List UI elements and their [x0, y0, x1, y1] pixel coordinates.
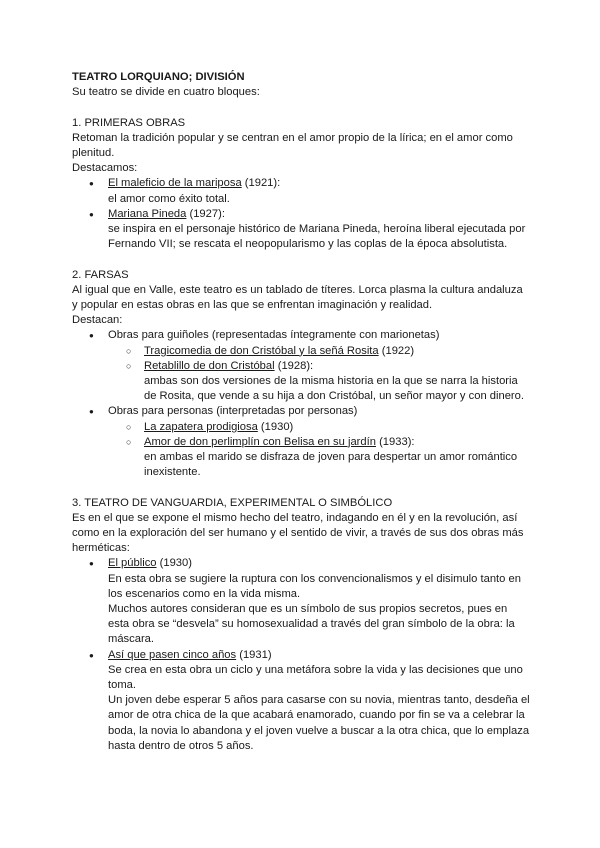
- work-description: el amor como éxito total.: [108, 192, 230, 205]
- work-paragraph: En esta obra se sugiere la ruptura con los convencionalismos y el disimulo tanto en los escenarios como en la vida misma.: [108, 572, 521, 600]
- work-description: se inspira en el personaje histórico de Mariana Pineda, heroína liberal ejecutada por Fernando VII; se rescata el neopopularismo y las coplas de la época absolutista.: [108, 223, 526, 251]
- work-year: (1927):: [186, 207, 225, 220]
- group-label: Obras para personas (interpretadas por personas): [108, 405, 358, 418]
- work-title: El público: [108, 557, 157, 570]
- list-item: [72, 207, 530, 253]
- section-2-destacan: Destacan:: [72, 314, 123, 327]
- section-1-destacamos: Destacamos:: [72, 162, 138, 175]
- group-label: Obras para guiñoles (representadas íntegramente con marionetas): [108, 329, 440, 342]
- section-2-heading: 2. FARSAS: [72, 268, 129, 281]
- section-1-list: [72, 176, 530, 252]
- work-title: El maleficio de la mariposa: [108, 177, 242, 190]
- document-title: TEATRO LORQUIANO; DIVISIÓN: [72, 71, 245, 83]
- list-item: [72, 648, 530, 754]
- work-year: (1933):: [375, 435, 415, 448]
- section-3-list: [72, 556, 530, 754]
- sub-list-item: [108, 344, 530, 359]
- sub-list: [108, 420, 530, 481]
- list-item: [72, 176, 530, 206]
- work-title: Así que pasen cinco años: [108, 648, 237, 661]
- intro-text: Su teatro se divide en cuatro bloques:: [72, 86, 260, 99]
- work-description: ambas son dos versiones de la misma historia en la que se narra la historia de Rosita, que vende a su hija a don Cristóbal, un señor mayor y con dinero.: [144, 375, 524, 403]
- sub-list: [108, 344, 530, 405]
- sub-list-item: [108, 435, 530, 481]
- section-2-list: [72, 328, 530, 480]
- sub-list-item: [108, 420, 530, 435]
- section-1-heading: 1. PRIMERAS OBRAS: [72, 116, 186, 129]
- work-title: Retablillo de don Cristóbal: [144, 359, 275, 372]
- work-title: Tragicomedia de don Cristóbal y la señá Rosita: [144, 344, 379, 357]
- section-3-heading: 3. TEATRO DE VANGUARDIA, EXPERIMENTAL O SIMBÓLICO: [72, 496, 393, 509]
- section-2-text: Al igual que en Valle, este teatro es un tablado de títeres. Lorca plasma la cultura andaluza y popular en estas obras en las que se enfrentan imaginación y realidad.: [72, 283, 523, 312]
- work-year: (1930): [156, 557, 192, 570]
- section-1-text: Retoman la tradición popular y se centran en el amor propio de la lírica; en el amor como plenitud.: [72, 131, 513, 159]
- work-paragraph: Un joven debe esperar 5 años para casarse con su novia, mientras tanto, desdeña el amor de otra chica de la que acabará enamorado, cuando por fin se va a celebrar la boda, la novia lo abandona y el joven vuelve a buscar a la otra chica, que lo emplaza hasta dentro de otros 5 años.: [108, 694, 530, 752]
- list-item: [72, 556, 530, 647]
- section-3-text: Es en el que se expone el mismo hecho del teatro, indagando en él y en la revolución, así como en la exploración del ser humano y el sentido de vivir, a través de sus dos obras más herméticas:: [72, 511, 524, 555]
- work-year: (1928):: [274, 359, 314, 372]
- work-year: (1930): [257, 420, 294, 433]
- work-description: en ambas el marido se disfraza de joven para despertar un amor romántico inexistente.: [144, 451, 518, 479]
- work-year: (1931): [236, 648, 272, 661]
- work-title: La zapatera prodigiosa: [144, 420, 258, 433]
- work-year: (1922): [378, 344, 415, 357]
- list-item: [72, 404, 530, 480]
- work-title: Mariana Pineda: [108, 207, 187, 220]
- work-paragraph: Muchos autores consideran que es un símbolo de sus propios secretos, pues en esta obra se “desvela” su homosexualidad a través del gran símbolo de la obra: la máscara.: [108, 603, 515, 646]
- work-year: (1921):: [241, 177, 281, 190]
- sub-list-item: [108, 359, 530, 405]
- work-title: Amor de don perlimplín con Belisa en su jardín: [144, 435, 376, 448]
- list-item: [72, 328, 530, 404]
- work-paragraph: Se crea en esta obra un ciclo y una metáfora sobre la vida y las decisiones que uno toma.: [108, 663, 523, 692]
